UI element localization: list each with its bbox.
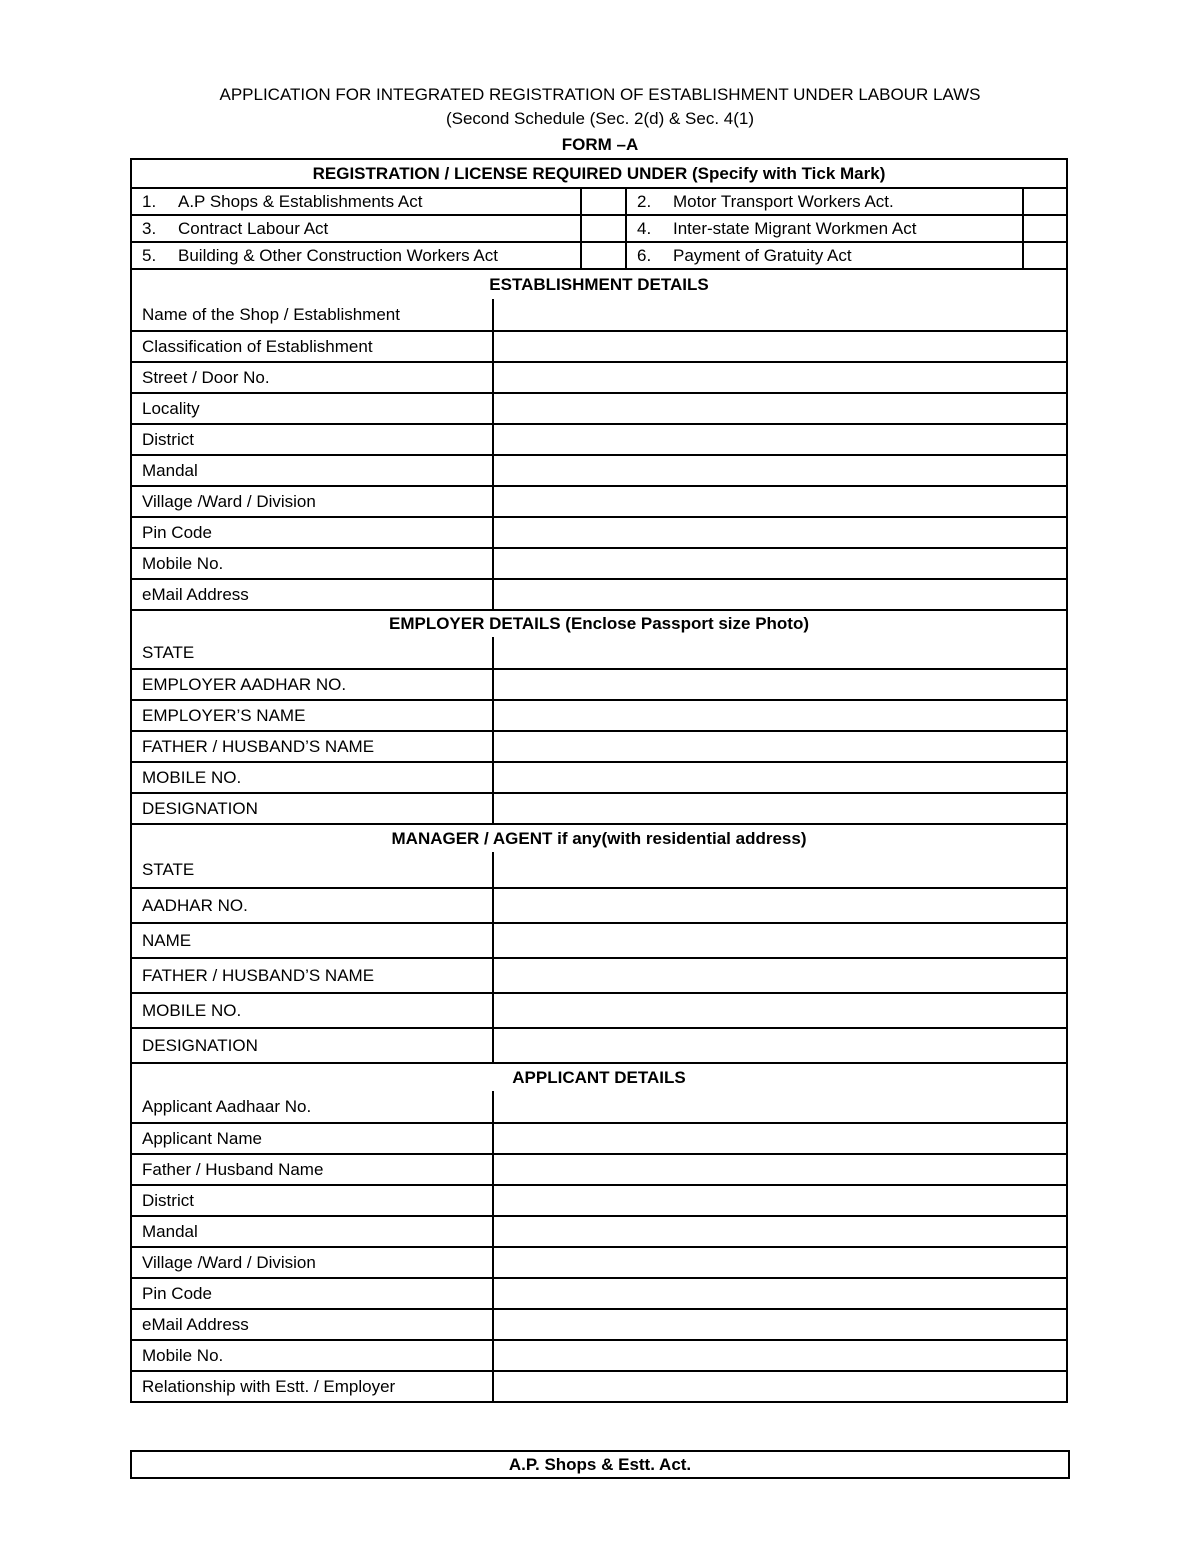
employer-field-label: DESIGNATION: [132, 794, 494, 823]
establishment-field-label: Street / Door No.: [132, 363, 494, 392]
employer-row: [132, 699, 1066, 730]
employer-field-label: FATHER / HUSBAND’S NAME: [132, 732, 494, 761]
act-2-tick-box[interactable]: [1024, 189, 1066, 214]
applicant-row: [132, 1091, 1066, 1122]
employer-field-label: MOBILE NO.: [132, 763, 494, 792]
applicant-row: [132, 1184, 1066, 1215]
establishment-row: [132, 547, 1066, 578]
manager-field-input[interactable]: [494, 852, 1066, 887]
manager-field-label: DESIGNATION: [132, 1029, 494, 1062]
manager-field-input[interactable]: [494, 994, 1066, 1027]
act-3-tick-box[interactable]: [582, 216, 627, 241]
applicant-row: [132, 1246, 1066, 1277]
establishment-field-input[interactable]: [494, 549, 1066, 578]
act-row-2: [132, 214, 1066, 241]
establishment-field-label: Mandal: [132, 456, 494, 485]
applicant-field-input[interactable]: [494, 1341, 1066, 1370]
employer-row: [132, 792, 1066, 823]
registration-heading: REGISTRATION / LICENSE REQUIRED UNDER (Specify with Tick Mark): [312, 163, 886, 183]
act-2: 2. Motor Transport Workers Act.: [627, 189, 1024, 214]
establishment-row: [132, 392, 1066, 423]
manager-field-label: MOBILE NO.: [132, 994, 494, 1027]
act-6: 6. Payment of Gratuity Act: [627, 243, 1024, 268]
manager-heading: MANAGER / AGENT if any(with residential address): [132, 823, 1066, 852]
footer-act-label: A.P. Shops & Estt. Act.: [130, 1450, 1070, 1479]
act-6-tick-box[interactable]: [1024, 243, 1066, 268]
employer-row: [132, 668, 1066, 699]
applicant-field-label: Pin Code: [132, 1279, 494, 1308]
establishment-field-label: Village /Ward / Division: [132, 487, 494, 516]
manager-field-label: NAME: [132, 924, 494, 957]
establishment-field-input[interactable]: [494, 487, 1066, 516]
act-5: 5. Building & Other Construction Workers Act: [132, 243, 582, 268]
applicant-row: [132, 1339, 1066, 1370]
form-subtitle: (Second Schedule (Sec. 2(d) & Sec. 4(1): [445, 109, 755, 128]
establishment-field-input[interactable]: [494, 363, 1066, 392]
applicant-field-label: District: [132, 1186, 494, 1215]
establishment-field-input[interactable]: [494, 394, 1066, 423]
manager-row: [132, 957, 1066, 992]
act-4: 4. Inter-state Migrant Workmen Act: [627, 216, 1024, 241]
applicant-field-input[interactable]: [494, 1124, 1066, 1153]
manager-row: [132, 922, 1066, 957]
employer-heading: EMPLOYER DETAILS (Enclose Passport size Photo): [132, 609, 1066, 637]
employer-row: [132, 637, 1066, 668]
form-name: FORM –A: [561, 135, 639, 154]
registration-form-table: [130, 158, 1068, 1403]
applicant-field-label: Applicant Name: [132, 1124, 494, 1153]
manager-field-input[interactable]: [494, 924, 1066, 957]
applicant-field-input[interactable]: [494, 1217, 1066, 1246]
applicant-field-input[interactable]: [494, 1186, 1066, 1215]
employer-row: [132, 761, 1066, 792]
establishment-row: [132, 423, 1066, 454]
act-row-1: [132, 187, 1066, 214]
establishment-row: [132, 299, 1066, 330]
establishment-heading: ESTABLISHMENT DETAILS: [132, 268, 1066, 299]
establishment-field-label: Mobile No.: [132, 549, 494, 578]
applicant-row: [132, 1215, 1066, 1246]
applicant-field-label: eMail Address: [132, 1310, 494, 1339]
manager-row: [132, 852, 1066, 887]
establishment-row: [132, 330, 1066, 361]
applicant-field-label: Applicant Aadhaar No.: [132, 1091, 494, 1122]
employer-field-input[interactable]: [494, 732, 1066, 761]
employer-field-input[interactable]: [494, 763, 1066, 792]
employer-field-label: EMPLOYER’S NAME: [132, 701, 494, 730]
establishment-field-input[interactable]: [494, 332, 1066, 361]
applicant-field-label: Village /Ward / Division: [132, 1248, 494, 1277]
applicant-field-input[interactable]: [494, 1279, 1066, 1308]
establishment-field-label: Classification of Establishment: [132, 332, 494, 361]
employer-field-input[interactable]: [494, 794, 1066, 823]
manager-row: [132, 992, 1066, 1027]
applicant-field-label: Father / Husband Name: [132, 1155, 494, 1184]
establishment-field-input[interactable]: [494, 425, 1066, 454]
establishment-field-label: Pin Code: [132, 518, 494, 547]
applicant-heading: APPLICANT DETAILS: [132, 1062, 1066, 1091]
establishment-field-input[interactable]: [494, 580, 1066, 609]
applicant-field-input[interactable]: [494, 1091, 1066, 1122]
applicant-field-label: Relationship with Estt. / Employer: [132, 1372, 494, 1401]
applicant-row: [132, 1277, 1066, 1308]
establishment-row: [132, 361, 1066, 392]
establishment-row: [132, 485, 1066, 516]
establishment-row: [132, 578, 1066, 609]
applicant-field-input[interactable]: [494, 1155, 1066, 1184]
employer-row: [132, 730, 1066, 761]
employer-field-label: STATE: [132, 637, 494, 668]
manager-field-label: AADHAR NO.: [132, 889, 494, 922]
manager-row: [132, 1027, 1066, 1062]
manager-field-label: STATE: [132, 852, 494, 887]
establishment-row: [132, 516, 1066, 547]
form-title: APPLICATION FOR INTEGRATED REGISTRATION OF ESTABLISHMENT UNDER LABOUR LAWS: [219, 85, 981, 104]
applicant-field-input[interactable]: [494, 1372, 1066, 1401]
act-5-tick-box[interactable]: [582, 243, 627, 268]
act-4-tick-box[interactable]: [1024, 216, 1066, 241]
establishment-field-label: Name of the Shop / Establishment: [132, 299, 494, 330]
act-row-3: [132, 241, 1066, 268]
employer-field-input[interactable]: [494, 701, 1066, 730]
applicant-field-input[interactable]: [494, 1248, 1066, 1277]
manager-row: [132, 887, 1066, 922]
act-3: 3. Contract Labour Act: [132, 216, 582, 241]
applicant-field-label: Mandal: [132, 1217, 494, 1246]
applicant-field-label: Mobile No.: [132, 1341, 494, 1370]
employer-field-input[interactable]: [494, 670, 1066, 699]
applicant-row: [132, 1370, 1066, 1401]
applicant-row: [132, 1308, 1066, 1339]
establishment-row: [132, 454, 1066, 485]
establishment-field-label: Locality: [132, 394, 494, 423]
employer-field-label: EMPLOYER AADHAR NO.: [132, 670, 494, 699]
applicant-row: [132, 1122, 1066, 1153]
establishment-field-label: District: [132, 425, 494, 454]
establishment-field-label: eMail Address: [132, 580, 494, 609]
manager-field-input[interactable]: [494, 889, 1066, 922]
manager-field-input[interactable]: [494, 1029, 1066, 1062]
manager-field-label: FATHER / HUSBAND’S NAME: [132, 959, 494, 992]
establishment-field-input[interactable]: [494, 456, 1066, 485]
act-1: 1. A.P Shops & Establishments Act: [132, 189, 582, 214]
applicant-field-input[interactable]: [494, 1310, 1066, 1339]
act-1-tick-box[interactable]: [582, 189, 627, 214]
manager-field-input[interactable]: [494, 959, 1066, 992]
establishment-field-input[interactable]: [494, 299, 1066, 330]
employer-field-input[interactable]: [494, 637, 1066, 668]
establishment-field-input[interactable]: [494, 518, 1066, 547]
applicant-row: [132, 1153, 1066, 1184]
